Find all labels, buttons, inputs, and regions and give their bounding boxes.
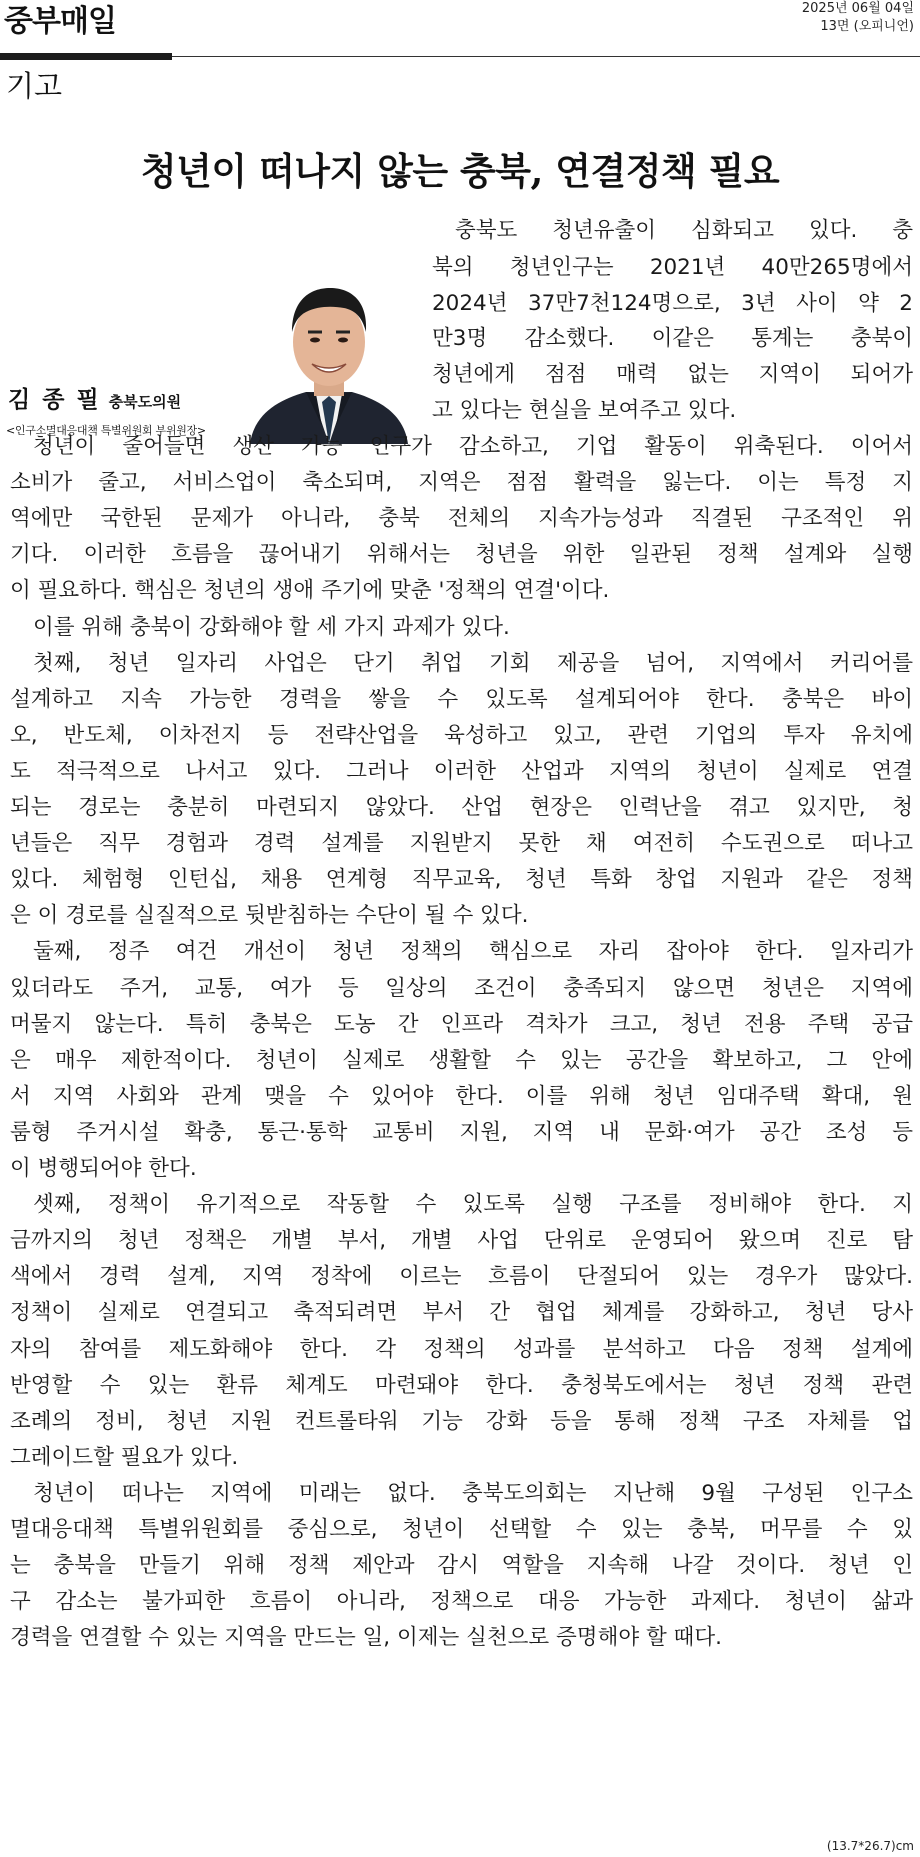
body-line: 는 충북을 만들기 위해 정책 제안과 감시 역할을 지속해 나갈 것이다. 청년 인 <box>10 1553 913 1578</box>
intro-line: 고 있다는 현실을 보여주고 있다. <box>432 398 737 423</box>
body-line: 은 매우 제한적이다. 청년이 실제로 생활할 수 있는 공간을 확보하고, 그 안에 <box>10 1048 913 1073</box>
article-size-note: (13.7*26.7)cm <box>826 1839 914 1853</box>
body-line: 오, 반도체, 이차전지 등 전략산업을 육성하고 있고, 관련 기업의 투자 유치에 <box>10 723 913 748</box>
body-line: 정책이 실제로 연결되고 축적되려면 부서 간 협업 체계를 강화하고, 청년 당사 <box>10 1300 913 1325</box>
issue-page: 13면 (오피니언) <box>820 19 914 34</box>
author-name-text: 김 종 필 <box>8 387 101 413</box>
issue-date: 2025년 06월 04일 <box>801 1 914 16</box>
body-line: 년들은 직무 경험과 경력 설계를 지원받지 못한 채 여전히 수도권으로 떠나고 <box>10 831 913 856</box>
body-line: 이 병행되어야 한다. <box>10 1156 197 1181</box>
header-rule-thick <box>0 53 172 60</box>
intro-line: 북의 청년인구는 2021년 40만265명에서 <box>432 255 913 280</box>
body-line: 청년이 떠나는 지역에 미래는 없다. 충북도의회는 지난해 9월 구성된 인구소 <box>33 1481 913 1506</box>
body-line: 이를 위해 충북이 강화해야 할 세 가지 과제가 있다. <box>33 615 510 640</box>
body-line: 이 필요하다. 핵심은 청년의 생애 주기에 맞춘 '정책의 연결'이다. <box>10 578 610 603</box>
body-line: 둘째, 정주 여건 개선이 청년 정책의 핵심으로 자리 잡아야 한다. 일자리가 <box>33 939 913 964</box>
issue-info <box>802 0 914 36</box>
section-label: 기고 <box>6 69 63 103</box>
author-role: <인구소멸대응대책 특별위원회 부위원장> <box>6 424 206 437</box>
author-photo <box>244 276 414 444</box>
body-line: 도 적극적으로 나서고 있다. 그러나 이러한 산업과 지역의 청년이 실제로 연결 <box>10 759 913 784</box>
body-line: 청년이 줄어들면 생산 가능 인구가 감소하고, 기업 활동이 위축된다. 이어서 <box>33 434 913 459</box>
body-line: 룸형 주거시설 확충, 통근·통학 교통비 지원, 지역 내 문화·여가 공간 조성 등 <box>10 1120 913 1145</box>
body-line: 소비가 줄고, 서비스업이 축소되며, 지역은 점점 활력을 잃는다. 이는 특정 지 <box>10 470 913 495</box>
newspaper-logo: 중부매일 <box>4 4 116 39</box>
body-line: 색에서 경력 설계, 지역 정착에 이르는 흐름이 단절되어 있는 경우가 많았다. <box>10 1264 913 1289</box>
body-line: 기다. 이러한 흐름을 끊어내기 위해서는 청년을 위한 일관된 정책 설계와 실행 <box>10 542 913 567</box>
body-line: 설계하고 지속 가능한 경력을 쌓을 수 있도록 설계되어야 한다. 충북은 바이 <box>10 687 913 712</box>
intro-line: 충북도 청년유출이 심화되고 있다. 충 <box>455 218 913 243</box>
author-name <box>8 385 181 417</box>
body-line: 반영할 수 있는 환류 체계도 마련돼야 한다. 충청북도에서는 청년 정책 관련 <box>10 1373 913 1398</box>
header-rule-thin <box>172 56 920 57</box>
intro-line: 2024년 37만7천124명으로, 3년 사이 약 2 <box>432 291 913 316</box>
body-line: 있더라도 주거, 교통, 여가 등 일상의 조건이 충족되지 않으면 청년은 지역에 <box>10 976 913 1001</box>
body-line: 멸대응대책 특별위원회를 중심으로, 청년이 선택할 수 있는 충북, 머무를 수 있 <box>10 1517 913 1542</box>
body-line: 첫째, 청년 일자리 사업은 단기 취업 기회 제공을 넘어, 지역에서 커리어를 <box>33 651 913 676</box>
body-line: 있다. 체험형 인턴십, 채용 연계형 직무교육, 청년 특화 창업 지원과 같은 정책 <box>10 867 913 892</box>
intro-line: 청년에게 점점 매력 없는 지역이 되어가 <box>432 362 913 387</box>
body-line: 금까지의 청년 정책은 개별 부서, 개별 사업 단위로 운영되어 왔으며 진로 탐 <box>10 1228 913 1253</box>
body-line: 그레이드할 필요가 있다. <box>10 1445 239 1470</box>
intro-line: 만3명 감소했다. 이같은 통계는 충북이 <box>432 326 913 351</box>
body-line: 은 이 경로를 실질적으로 뒷받침하는 수단이 될 수 있다. <box>10 903 529 928</box>
body-line: 되는 경로는 충분히 마련되지 않았다. 산업 현장은 인력난을 겪고 있지만, 청 <box>10 795 913 820</box>
body-line: 서 지역 사회와 관계 맺을 수 있어야 한다. 이를 위해 청년 임대주택 확대, 원 <box>10 1084 913 1109</box>
body-line: 역에만 국한된 문제가 아니라, 충북 전체의 지속가능성과 직결된 구조적인 위 <box>10 506 913 531</box>
body-line: 조례의 정비, 청년 지원 컨트롤타워 기능 강화 등을 통해 정책 구조 자체를 업 <box>10 1409 913 1434</box>
masthead <box>0 0 920 62</box>
body-line: 머물지 않는다. 특히 충북은 도농 간 인프라 격차가 크고, 청년 전용 주택 공급 <box>10 1012 913 1037</box>
body-line: 자의 참여를 제도화해야 한다. 각 정책의 성과를 분석하고 다음 정책 설계에 <box>10 1337 913 1362</box>
article-headline: 청년이 떠나지 않는 충북, 연결정책 필요 <box>140 149 780 193</box>
body-line: 셋째, 정책이 유기적으로 작동할 수 있도록 실행 구조를 정비해야 한다. 지 <box>33 1192 913 1217</box>
body-line: 구 감소는 불가피한 흐름이 아니라, 정책으로 대응 가능한 과제다. 청년이 삶과 <box>10 1589 913 1614</box>
author-title: 충북도의원 <box>108 393 182 411</box>
body-line: 경력을 연결할 수 있는 지역을 만드는 일, 이제는 실천으로 증명해야 할 때다. <box>10 1625 722 1650</box>
